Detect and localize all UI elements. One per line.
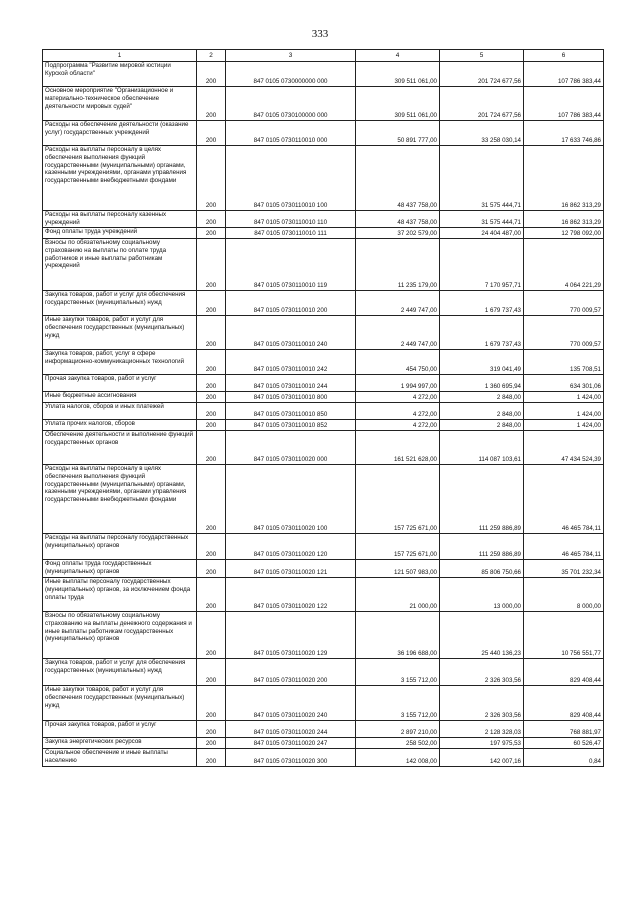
row-value-col6: 8 000,00: [524, 578, 604, 612]
row-value-col6: 16 862 313,29: [524, 211, 604, 228]
row-class-cell: 847 0105 0730110020 120: [226, 534, 356, 560]
row-value-col6: 770 009,57: [524, 291, 604, 316]
row-value-col4: 3 155 712,00: [356, 686, 440, 721]
row-name-cell: Взносы по обязательному социальному страхованию на выплаты по оплате труда работников и иные выплаты работникам учреждений: [43, 239, 197, 291]
row-class-cell: 847 0105 0730110010 111: [226, 228, 356, 239]
table-row: [43, 749, 604, 767]
table-row: [43, 721, 604, 738]
row-value-col5: 319 041,49: [440, 350, 524, 375]
row-name-cell: Закупка товаров, работ и услуг для обеспечения государственных (муниципальных) нужд: [43, 659, 197, 686]
row-value-col5: 33 258 030,14: [440, 121, 524, 146]
row-name-cell: Обеспечение деятельности и выполнение функций государственных органов: [43, 431, 197, 465]
row-class-cell: 847 0105 0730110010 800: [226, 392, 356, 403]
row-name-cell: Уплата налогов, сборов и иных платежей: [43, 403, 197, 420]
header-cell-5: 5: [440, 50, 524, 62]
row-code-cell: 200: [197, 738, 226, 749]
row-value-col5: 7 170 957,71: [440, 239, 524, 291]
row-name-cell: Иные закупки товаров, работ и услуг для обеспечения государственных (муниципальных) нужд: [43, 686, 197, 721]
table-row: [43, 62, 604, 87]
budget-table: [42, 49, 604, 767]
row-value-col4: 48 437 758,00: [356, 146, 440, 211]
table-row: [43, 87, 604, 121]
row-value-col4: 11 235 179,00: [356, 239, 440, 291]
row-class-cell: 847 0105 0730000000 000: [226, 62, 356, 87]
row-name-cell: Уплата прочих налогов, сборов: [43, 420, 197, 431]
row-value-col5: 1 360 695,94: [440, 375, 524, 392]
row-value-col5: 1 679 737,43: [440, 291, 524, 316]
row-code-cell: 200: [197, 239, 226, 291]
row-code-cell: 200: [197, 749, 226, 767]
row-class-cell: 847 0105 0730110010 850: [226, 403, 356, 420]
row-class-cell: 847 0105 0730110020 200: [226, 659, 356, 686]
row-value-col6: 107 786 383,44: [524, 62, 604, 87]
row-class-cell: 847 0105 0730110020 121: [226, 560, 356, 578]
row-code-cell: 200: [197, 121, 226, 146]
row-value-col4: 121 507 983,00: [356, 560, 440, 578]
table-row: [43, 420, 604, 431]
row-code-cell: 200: [197, 534, 226, 560]
row-name-cell: Расходы на обеспечение деятельности (оказание услуг) государственных учреждений: [43, 121, 197, 146]
row-name-cell: Взносы по обязательному социальному страхованию на выплаты денежного содержания и иные выплаты работникам государственных (муниципальных) органов: [43, 612, 197, 659]
row-name-cell: Подпрограмма "Развитие мировой юстиции Курской области": [43, 62, 197, 87]
row-value-col4: 309 511 061,00: [356, 87, 440, 121]
row-class-cell: 847 0105 0730110020 129: [226, 612, 356, 659]
table-row: [43, 612, 604, 659]
table-row: [43, 392, 604, 403]
row-value-col6: 46 465 784,11: [524, 534, 604, 560]
row-code-cell: 200: [197, 87, 226, 121]
row-name-cell: Закупка товаров, работ и услуг для обеспечения государственных (муниципальных) нужд: [43, 291, 197, 316]
header-cell-6: 6: [524, 50, 604, 62]
header-cell-4: 4: [356, 50, 440, 62]
row-name-cell: Иные выплаты персоналу государственных (муниципальных) органов, за исключением фонда оплаты труда: [43, 578, 197, 612]
row-value-col6: 60 526,47: [524, 738, 604, 749]
row-value-col6: 634 301,06: [524, 375, 604, 392]
row-code-cell: 200: [197, 721, 226, 738]
row-class-cell: 847 0105 0730110010 110: [226, 211, 356, 228]
row-value-col5: 31 575 444,71: [440, 211, 524, 228]
row-class-cell: 847 0105 0730110020 122: [226, 578, 356, 612]
row-name-cell: Прочая закупка товаров, работ и услуг: [43, 721, 197, 738]
row-code-cell: 200: [197, 403, 226, 420]
row-value-col4: 454 750,00: [356, 350, 440, 375]
row-class-cell: 847 0105 0730110010 000: [226, 121, 356, 146]
row-code-cell: 200: [197, 291, 226, 316]
table-row: [43, 738, 604, 749]
row-value-col4: 48 437 758,00: [356, 211, 440, 228]
row-class-cell: 847 0105 0730110010 119: [226, 239, 356, 291]
row-class-cell: 847 0105 0730110010 242: [226, 350, 356, 375]
row-name-cell: Расходы на выплаты персоналу казенных учреждений: [43, 211, 197, 228]
row-value-col5: 2 848,00: [440, 403, 524, 420]
row-name-cell: Расходы на выплаты персоналу государственных (муниципальных) органов: [43, 534, 197, 560]
row-value-col5: 201 724 677,56: [440, 62, 524, 87]
row-value-col5: 25 440 136,23: [440, 612, 524, 659]
table-row: [43, 578, 604, 612]
row-class-cell: 847 0105 0730110020 244: [226, 721, 356, 738]
row-code-cell: 200: [197, 560, 226, 578]
header-cell-3: 3: [226, 50, 356, 62]
table-row: [43, 686, 604, 721]
row-value-col4: 1 994 997,00: [356, 375, 440, 392]
table-row: [43, 560, 604, 578]
row-value-col4: 2 449 747,00: [356, 316, 440, 350]
row-value-col4: 161 521 628,00: [356, 431, 440, 465]
row-value-col5: 2 848,00: [440, 420, 524, 431]
row-value-col4: 4 272,00: [356, 392, 440, 403]
row-value-col5: 111 259 886,89: [440, 465, 524, 534]
row-value-col5: 24 404 487,00: [440, 228, 524, 239]
row-value-col6: 1 424,00: [524, 403, 604, 420]
row-name-cell: Расходы на выплаты персоналу в целях обеспечения выполнения функций государственными (муниципальными) органами, казенными учреждениями, органами управления государственными внебюджетными фондами: [43, 146, 197, 211]
table-row: [43, 316, 604, 350]
row-name-cell: Расходы на выплаты персоналу в целях обеспечения выполнения функций государственными (муниципальными) органами, казенными учреждениями, органами управления государственными внебюджетными фондами: [43, 465, 197, 534]
row-name-cell: Иные закупки товаров, работ и услуг для обеспечения государственных (муниципальных) нужд: [43, 316, 197, 350]
row-code-cell: 200: [197, 375, 226, 392]
row-value-col6: 10 756 551,77: [524, 612, 604, 659]
row-value-col6: 135 708,51: [524, 350, 604, 375]
table-row: [43, 659, 604, 686]
row-code-cell: 200: [197, 578, 226, 612]
row-code-cell: 200: [197, 686, 226, 721]
row-value-col5: 1 679 737,43: [440, 316, 524, 350]
row-value-col6: 46 465 784,11: [524, 465, 604, 534]
row-class-cell: 847 0105 0730100000 000: [226, 87, 356, 121]
row-value-col6: 12 798 092,00: [524, 228, 604, 239]
row-code-cell: 200: [197, 316, 226, 350]
table-row: [43, 403, 604, 420]
row-name-cell: Фонд оплаты труда учреждений: [43, 228, 197, 239]
row-name-cell: Прочая закупка товаров, работ и услуг: [43, 375, 197, 392]
row-value-col5: 13 000,00: [440, 578, 524, 612]
row-code-cell: 200: [197, 392, 226, 403]
table-row: [43, 375, 604, 392]
row-class-cell: 847 0105 0730110010 240: [226, 316, 356, 350]
row-value-col4: 21 000,00: [356, 578, 440, 612]
row-name-cell: Основное мероприятие "Организационное и материально-техническое обеспечение деятельности мировых судей": [43, 87, 197, 121]
row-value-col4: 309 511 061,00: [356, 62, 440, 87]
table-row: [43, 211, 604, 228]
row-name-cell: Фонд оплаты труда государственных (муниципальных) органов: [43, 560, 197, 578]
row-class-cell: 847 0105 0730110010 852: [226, 420, 356, 431]
row-class-cell: 847 0105 0730110020 100: [226, 465, 356, 534]
page-number: 333: [311, 28, 329, 40]
row-name-cell: Иные бюджетные ассигнования: [43, 392, 197, 403]
row-value-col4: 2 449 747,00: [356, 291, 440, 316]
row-value-col4: 3 155 712,00: [356, 659, 440, 686]
table-row: [43, 121, 604, 146]
table-row: [43, 239, 604, 291]
table-row: [43, 146, 604, 211]
row-code-cell: 200: [197, 228, 226, 239]
row-code-cell: 200: [197, 146, 226, 211]
row-value-col5: 85 806 750,66: [440, 560, 524, 578]
table-row: [43, 431, 604, 465]
row-class-cell: 847 0105 0730110010 100: [226, 146, 356, 211]
row-code-cell: 200: [197, 211, 226, 228]
row-code-cell: 200: [197, 350, 226, 375]
row-value-col4: 157 725 671,00: [356, 465, 440, 534]
row-value-col4: 258 502,00: [356, 738, 440, 749]
row-name-cell: Социальное обеспечение и иные выплаты населению: [43, 749, 197, 767]
row-value-col6: 829 408,44: [524, 686, 604, 721]
row-value-col4: 4 272,00: [356, 420, 440, 431]
row-value-col6: 35 701 232,34: [524, 560, 604, 578]
row-code-cell: 200: [197, 465, 226, 534]
row-value-col5: 114 087 103,61: [440, 431, 524, 465]
table-row: [43, 534, 604, 560]
row-value-col4: 4 272,00: [356, 403, 440, 420]
row-value-col6: 47 434 524,39: [524, 431, 604, 465]
row-code-cell: 200: [197, 431, 226, 465]
header-row: [43, 50, 604, 62]
header-cell-1: 1: [43, 50, 197, 62]
row-value-col5: 142 007,16: [440, 749, 524, 767]
row-name-cell: Закупка энергетических ресурсов: [43, 738, 197, 749]
table-row: [43, 465, 604, 534]
table-row: [43, 350, 604, 375]
row-value-col6: 16 862 313,29: [524, 146, 604, 211]
row-class-cell: 847 0105 0730110020 247: [226, 738, 356, 749]
table-row: [43, 291, 604, 316]
row-value-col6: 770 009,57: [524, 316, 604, 350]
row-value-col6: 17 633 746,86: [524, 121, 604, 146]
row-value-col6: 4 064 221,29: [524, 239, 604, 291]
row-value-col5: 111 259 886,89: [440, 534, 524, 560]
row-class-cell: 847 0105 0730110010 244: [226, 375, 356, 392]
row-class-cell: 847 0105 0730110010 200: [226, 291, 356, 316]
row-class-cell: 847 0105 0730110020 000: [226, 431, 356, 465]
header-cell-2: 2: [197, 50, 226, 62]
row-code-cell: 200: [197, 420, 226, 431]
row-value-col4: 50 891 777,00: [356, 121, 440, 146]
row-code-cell: 200: [197, 612, 226, 659]
row-value-col4: 37 202 579,00: [356, 228, 440, 239]
row-value-col6: 0,84: [524, 749, 604, 767]
row-name-cell: Закупка товаров, работ, услуг в сфере информационно-коммуникационных технологий: [43, 350, 197, 375]
row-value-col6: 829 408,44: [524, 659, 604, 686]
row-value-col5: 201 724 677,56: [440, 87, 524, 121]
row-code-cell: 200: [197, 62, 226, 87]
row-value-col5: 2 848,00: [440, 392, 524, 403]
row-value-col6: 107 786 383,44: [524, 87, 604, 121]
row-value-col5: 2 326 303,56: [440, 659, 524, 686]
row-code-cell: 200: [197, 659, 226, 686]
row-value-col5: 2 128 328,03: [440, 721, 524, 738]
row-value-col4: 36 196 688,00: [356, 612, 440, 659]
row-class-cell: 847 0105 0730110020 300: [226, 749, 356, 767]
row-class-cell: 847 0105 0730110020 240: [226, 686, 356, 721]
row-value-col4: 142 008,00: [356, 749, 440, 767]
row-value-col6: 1 424,00: [524, 420, 604, 431]
row-value-col4: 2 897 210,00: [356, 721, 440, 738]
row-value-col5: 2 326 303,56: [440, 686, 524, 721]
row-value-col6: 1 424,00: [524, 392, 604, 403]
row-value-col5: 197 975,53: [440, 738, 524, 749]
row-value-col5: 31 575 444,71: [440, 146, 524, 211]
row-value-col6: 768 881,97: [524, 721, 604, 738]
table-row: [43, 228, 604, 239]
row-value-col4: 157 725 671,00: [356, 534, 440, 560]
